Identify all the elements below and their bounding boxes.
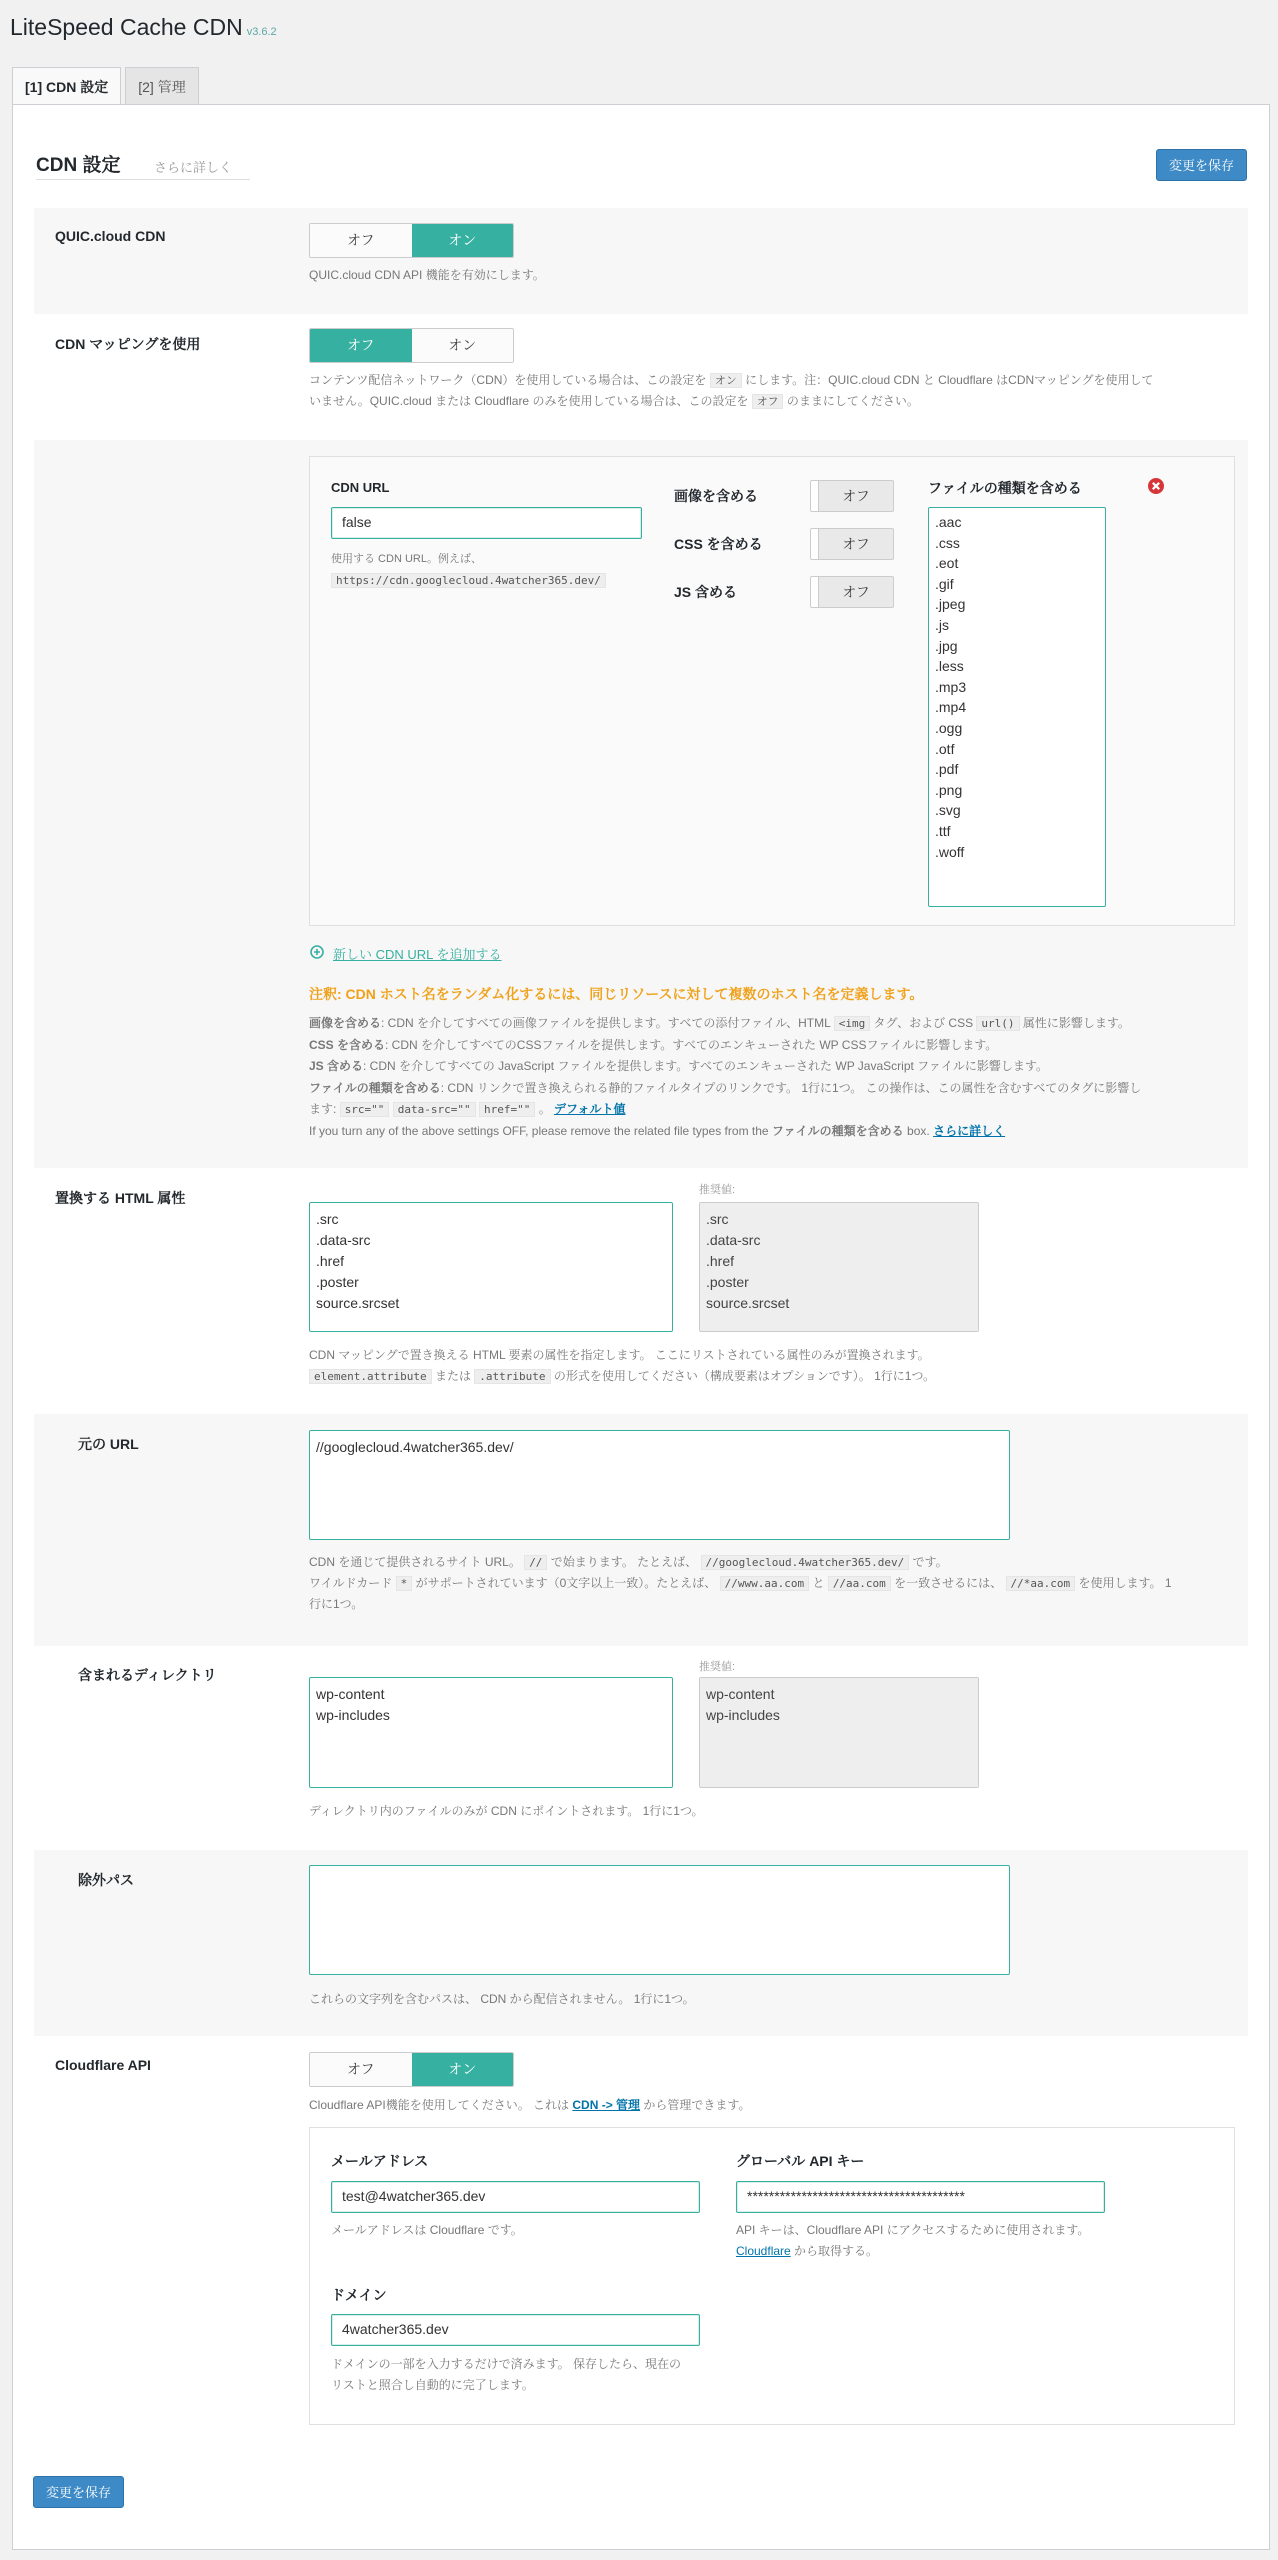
- email-label: メールアドレス: [331, 2153, 429, 2169]
- toggle-off-option[interactable]: オフ: [310, 224, 412, 257]
- file-type-item: .eot: [935, 555, 959, 572]
- include-images-toggle[interactable]: オフ: [810, 480, 894, 512]
- email-hint: メールアドレスは Cloudflare です。: [331, 2223, 523, 2237]
- cdn-url-label: CDN URL: [331, 480, 390, 495]
- tab-manage[interactable]: [2] 管理: [125, 67, 198, 105]
- original-url-label: 元の URL: [78, 1436, 139, 1452]
- original-url-desc: CDN を通じて提供されるサイト URL。 // で始まります。 たとえば、 //googlecloud.4watcher365.dev/ です。 ワイルドカード * がサポートされています（0文字以上一致）。たとえば、 //www.aa.com と //aa.com を一致させるには、 //*aa.com を使用します。 1 行に1つ。: [309, 1555, 1172, 1611]
- html-attr-desc: CDN マッピングで置き換える HTML 要素の属性を指定します。 ここにリストされている属性のみが置換されます。 element.attribute または .attribute の形式を使用してください（構成要素はオプションです）。 1行に1つ。: [309, 1348, 935, 1383]
- save-button-top[interactable]: 変更を保存: [1156, 149, 1247, 181]
- exclude-path-textarea[interactable]: [309, 1865, 1010, 1975]
- remove-cdn-url-icon[interactable]: [1147, 477, 1165, 495]
- exclude-path-desc: これらの文字列を含むパスは、 CDN から配信されません。 1行に1つ。: [309, 1992, 695, 2006]
- cdn-warning-note: 注釈: CDN ホスト名をランダム化するには、同じリソースに対して複数のホスト名を定義します。: [309, 986, 924, 1002]
- tab-bar: [12, 67, 203, 105]
- save-button-bottom[interactable]: 変更を保存: [33, 2476, 124, 2508]
- dirs-recommended: wp-content wp-includes: [699, 1677, 979, 1788]
- toggle-off-option[interactable]: オフ: [310, 2053, 412, 2086]
- row-quic-cloud: [34, 208, 1248, 314]
- file-types-label: ファイルの種類を含める: [928, 480, 1082, 496]
- version-label: v3.6.2: [246, 26, 277, 38]
- title-divider: [36, 179, 250, 180]
- file-type-item: .jpg: [935, 637, 958, 654]
- quic-cloud-desc: QUIC.cloud CDN API 機能を有効にします。: [309, 268, 545, 282]
- cdn-url-hint: 使用する CDN URL。例えば、 https://cdn.googlecloud.4watcher365.dev/: [331, 549, 606, 592]
- cloudflare-api-label: Cloudflare API: [55, 2057, 151, 2073]
- quic-cloud-toggle[interactable]: [309, 223, 514, 258]
- included-dirs-label: 含まれるディレクトリ: [78, 1667, 217, 1683]
- toggle-on-option[interactable]: オン: [412, 2053, 514, 2086]
- included-dirs-desc: ディレクトリ内のファイルのみが CDN にポイントされます。 1行に1つ。: [309, 1804, 704, 1818]
- file-type-item: .less: [935, 658, 964, 675]
- toggle-on-option[interactable]: オン: [412, 329, 514, 362]
- file-type-item: .ogg: [935, 719, 963, 736]
- file-types-textarea[interactable]: [928, 507, 1106, 907]
- exclude-path-label: 除外パス: [78, 1872, 134, 1888]
- cdn-manage-link[interactable]: CDN -> 管理: [572, 2098, 641, 2112]
- file-type-item: .aac: [935, 514, 962, 530]
- cdn-notes: 画像を含める: CDN を介してすべての画像ファイルを提供します。すべての添付ファイル、HTML <img タグ、および CSS url() 属性に影響します。 CSS を含める: CDN を介してすべてのCSSファイルを提供します。すべてのエンキューされた WP CSSファイルに影響します。 JS 含める: CDN を介してすべての JavaScript ファイルを提供します。すべてのエンキューされた WP JavaScript ファイルに影響します。 ファイルの種類を含める: CDN リンクで置き換えられる静的ファイルタイプのリンクです。 1行に1つ。 この操作は、この属性を含むすべてのタグに影響し ます: src="" data-src="" href="" 。 デフォルト値 If you turn any of the above settings OFF, please remove the related file types from the ファイルの種類を含める box. さらに詳しく: [309, 1016, 1142, 1138]
- included-dirs-textarea[interactable]: wp-content wp-includes: [309, 1677, 673, 1788]
- domain-input[interactable]: 4watcher365.dev: [331, 2314, 700, 2346]
- domain-hint: ドメインの一部を入力するだけで済みます。 保存したら、現在の リストと照合し自動的に完了します。: [331, 2357, 682, 2392]
- file-type-item: .gif: [935, 575, 954, 592]
- page-title: CDN 設定: [36, 155, 121, 176]
- file-type-item: .css: [935, 534, 960, 551]
- api-key-hint: API キーは、Cloudflare API にアクセスするために使用されます。 Cloudflare から取得する。: [736, 2223, 1090, 2258]
- cdn-mapping-label: CDN マッピングを使用: [55, 336, 201, 352]
- tab-cdn-settings[interactable]: [1] CDN 設定: [12, 67, 121, 105]
- html-attr-textarea[interactable]: .src .data-src .href .poster source.srcset: [309, 1202, 673, 1332]
- cloudflare-api-desc: Cloudflare API機能を使用してください。 これは CDN -> 管理 から管理できます。: [309, 2098, 751, 2112]
- include-css-toggle[interactable]: オフ: [810, 528, 894, 560]
- file-type-item: .js: [935, 616, 949, 633]
- app-title: LiteSpeed Cache CDN v3.6.2: [10, 14, 277, 40]
- file-type-item: .mp4: [935, 699, 967, 716]
- cdn-mapping-desc: コンテンツ配信ネットワーク（CDN）を使用している場合は、この設定を オン にします。注：QUIC.cloud CDN と Cloudflare はCDNマッピングを使用して いません。QUIC.cloud または Cloudflare のみを使用している場合は、この設定を オフ のままにしてください。: [309, 373, 1154, 408]
- file-type-item: .jpeg: [935, 596, 966, 613]
- cdn-url-input[interactable]: false: [331, 507, 642, 539]
- original-url-textarea[interactable]: //googlecloud.4watcher365.dev/: [309, 1430, 1010, 1540]
- include-js-toggle[interactable]: オフ: [810, 576, 894, 608]
- dirs-rec-label: 推奨値:: [699, 1661, 736, 1673]
- toggle-off-option[interactable]: オフ: [310, 329, 412, 362]
- api-key-input[interactable]: ****************************************: [736, 2181, 1105, 2213]
- toggle-on-option[interactable]: オン: [412, 224, 514, 257]
- include-js-label: JS 含める: [674, 584, 738, 600]
- quic-cloud-label: QUIC.cloud CDN: [55, 228, 166, 244]
- file-type-item: .ttf: [935, 822, 951, 839]
- learn-more-link-2[interactable]: さらに詳しく: [933, 1123, 1006, 1138]
- file-type-item: .mp3: [935, 678, 967, 695]
- add-circle-icon[interactable]: [310, 945, 324, 959]
- html-attr-label: 置換する HTML 属性: [55, 1190, 186, 1206]
- api-key-label: グローバル API キー: [736, 2153, 865, 2169]
- file-type-item: .svg: [935, 802, 961, 819]
- email-input[interactable]: test@4watcher365.dev: [331, 2181, 700, 2213]
- default-value-link[interactable]: デフォルト値: [554, 1102, 626, 1116]
- html-attr-rec-label: 推奨値:: [699, 1184, 736, 1196]
- file-type-item: .woff: [935, 843, 965, 860]
- cloudflare-link[interactable]: Cloudflare: [736, 2244, 791, 2258]
- cloudflare-api-toggle[interactable]: [309, 2052, 514, 2087]
- file-type-item: .png: [935, 781, 963, 798]
- domain-label: ドメイン: [331, 2287, 387, 2303]
- learn-more-link[interactable]: さらに詳しく: [154, 160, 233, 175]
- cdn-mapping-toggle[interactable]: [309, 328, 514, 363]
- file-type-item: .otf: [935, 740, 955, 757]
- include-css-label: CSS を含める: [674, 536, 763, 552]
- add-cdn-url-link[interactable]: 新しい CDN URL を追加する: [333, 947, 502, 962]
- file-type-item: .pdf: [935, 761, 959, 778]
- html-attr-recommended: .src .data-src .href .poster source.srcset: [699, 1202, 979, 1332]
- include-images-label: 画像を含める: [674, 488, 758, 504]
